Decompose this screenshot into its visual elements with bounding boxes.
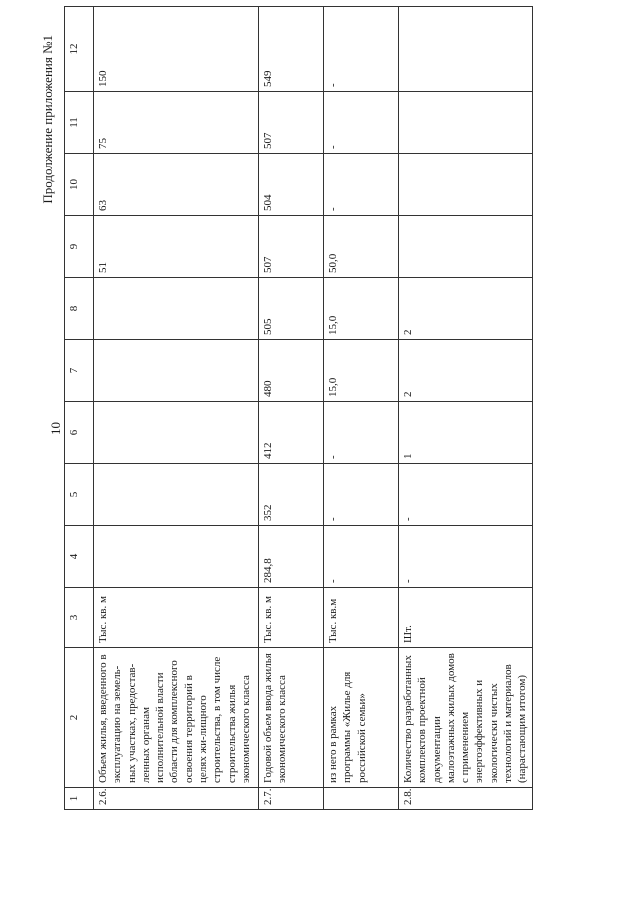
table-row — [399, 7, 533, 810]
cell-value: 150 — [94, 7, 259, 92]
col-header: 2 — [65, 648, 94, 788]
cell-value: 50,0 — [324, 216, 399, 278]
cell-value: 15,0 — [324, 278, 399, 340]
cell-value — [399, 7, 533, 92]
cell-value: 63 — [94, 154, 259, 216]
table-row — [324, 7, 399, 810]
row-id: 2.8. — [399, 788, 533, 810]
table-row — [259, 7, 324, 810]
row-id: 2.6. — [94, 788, 259, 810]
cell-value: - — [324, 92, 399, 154]
row-unit: Тыс. кв. м — [259, 588, 324, 648]
col-header: 10 — [65, 154, 94, 216]
cell-value: 75 — [94, 92, 259, 154]
cell-value: 505 — [259, 278, 324, 340]
cell-value: 507 — [259, 216, 324, 278]
cell-value: 15,0 — [324, 340, 399, 402]
col-header: 5 — [65, 464, 94, 526]
cell-value — [399, 92, 533, 154]
cell-value: 1 — [399, 402, 533, 464]
col-header: 12 — [65, 7, 94, 92]
cell-value — [94, 278, 259, 340]
table-row — [94, 7, 259, 810]
col-header: 6 — [65, 402, 94, 464]
cell-value — [94, 526, 259, 588]
col-header: 9 — [65, 216, 94, 278]
col-header: 7 — [65, 340, 94, 402]
row-name: Количество разработанных комплектов проектной документации малоэтажных жилых домов с применением энергоэффективных и экологически чистых технологий и материалов (нарастающим итогом) — [399, 648, 533, 788]
row-name: Годовой объем ввода жилья экономического класса — [259, 648, 324, 788]
col-header: 3 — [65, 588, 94, 648]
cell-value: 480 — [259, 340, 324, 402]
cell-value — [399, 216, 533, 278]
cell-value: 2 — [399, 278, 533, 340]
cell-value: 2 — [399, 340, 533, 402]
row-unit: Шт. — [399, 588, 533, 648]
row-name: Объем жилья, введенного в эксплуатацию на земель-ных участках, предостав-ленных органам исполнительной власти области для комплексного освоения территорий в целях жи-лищного строительства, в том числе строительства жилья экономического класса — [94, 648, 259, 788]
cell-value: - — [324, 526, 399, 588]
cell-value: - — [399, 526, 533, 588]
cell-value: - — [324, 464, 399, 526]
cell-value: 504 — [259, 154, 324, 216]
cell-value — [94, 464, 259, 526]
col-header: 11 — [65, 92, 94, 154]
cell-value: - — [324, 402, 399, 464]
header-row — [65, 7, 94, 810]
cell-value: 507 — [259, 92, 324, 154]
cell-value: 549 — [259, 7, 324, 92]
row-unit: Тыс. кв.м — [324, 588, 399, 648]
cell-value: 284,8 — [259, 526, 324, 588]
col-header: 8 — [65, 278, 94, 340]
col-header: 4 — [65, 526, 94, 588]
cell-value: - — [399, 464, 533, 526]
cell-value — [399, 154, 533, 216]
cell-value — [94, 402, 259, 464]
cell-value — [94, 340, 259, 402]
cell-value: 412 — [259, 402, 324, 464]
row-unit: Тыс. кв. м — [94, 588, 259, 648]
appendix-table — [64, 6, 533, 810]
col-header: 1 — [65, 788, 94, 810]
cell-value: 51 — [94, 216, 259, 278]
cell-value: - — [324, 7, 399, 92]
continuation-title: Продолжение приложения №1 — [40, 35, 55, 204]
page-number: 10 — [48, 422, 63, 435]
row-id: 2.7. — [259, 788, 324, 810]
row-id — [324, 788, 399, 810]
cell-value: 352 — [259, 464, 324, 526]
cell-value: - — [324, 154, 399, 216]
row-name: из него в рамках программы «Жилье для российской семьи» — [324, 648, 399, 788]
